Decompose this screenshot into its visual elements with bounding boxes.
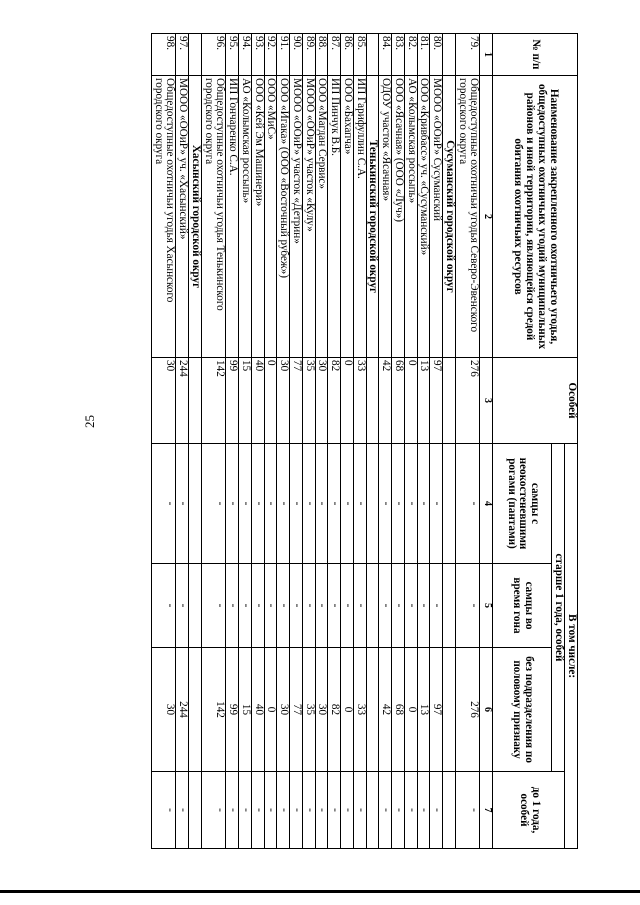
young-cell: - — [405, 772, 418, 849]
young-cell: - — [341, 772, 354, 849]
column-number: 5 — [480, 564, 493, 648]
no-sex-cell: 82 — [328, 648, 341, 772]
young-cell: - — [315, 772, 328, 849]
males-velvet-cell: - — [354, 444, 367, 564]
males-rut-cell: - — [152, 564, 177, 648]
section-empty-cell — [443, 34, 456, 76]
table-row — [239, 34, 252, 849]
total-cell: 244 — [176, 358, 189, 444]
total-cell: 40 — [252, 358, 265, 444]
young-cell: - — [202, 772, 227, 849]
table-row — [176, 34, 189, 849]
hunting-resources-table — [151, 33, 578, 849]
no-sex-cell: 30 — [277, 648, 290, 772]
header-no: № п/п — [493, 34, 578, 76]
males-rut-cell: - — [341, 564, 354, 648]
males-rut-cell: - — [239, 564, 252, 648]
row-number-cell: 98. — [152, 34, 177, 76]
organization-name-cell: ООО «Бахапча» — [341, 76, 354, 358]
no-sex-cell: 97 — [430, 648, 443, 772]
organization-name-cell: Общедоступные охотничьи угодья Хасынского городского округа — [152, 76, 177, 358]
table-row — [202, 34, 227, 849]
young-cell: - — [176, 772, 189, 849]
no-sex-cell: 42 — [379, 648, 392, 772]
males-rut-cell: - — [202, 564, 227, 648]
males-velvet-cell: - — [315, 444, 328, 564]
males-rut-cell: - — [328, 564, 341, 648]
young-cell: - — [417, 772, 430, 849]
row-number-cell: 96. — [202, 34, 227, 76]
males-rut-cell: - — [379, 564, 392, 648]
table-row — [303, 34, 316, 849]
organization-name-cell: АО «Колымская россыпь» — [405, 76, 418, 358]
no-sex-cell: 30 — [152, 648, 177, 772]
column-number: 3 — [480, 358, 493, 444]
males-rut-cell: - — [290, 564, 303, 648]
no-sex-cell: 40 — [252, 648, 265, 772]
young-cell: - — [226, 772, 239, 849]
young-cell: - — [392, 772, 405, 849]
header-name: Наименование закрепленного охотничьего угодья, общедоступных охотничьих угодий муниципальных районов и иной территории, являющейся средой обитания охотничьих ресурсов — [493, 76, 578, 358]
young-cell: - — [290, 772, 303, 849]
no-sex-cell: 35 — [303, 648, 316, 772]
males-velvet-cell: - — [264, 444, 277, 564]
no-sex-cell: 142 — [202, 648, 227, 772]
total-cell: 30 — [315, 358, 328, 444]
organization-name-cell: МООО «ООиР» Сусуманский — [430, 76, 443, 358]
males-velvet-cell: - — [252, 444, 265, 564]
organization-name-cell: ООО «Игака» (ООО «Восточный рубеж») — [277, 76, 290, 358]
males-velvet-cell: - — [417, 444, 430, 564]
section-empty-cell — [366, 358, 379, 444]
no-sex-cell: 77 — [290, 648, 303, 772]
total-cell: 68 — [392, 358, 405, 444]
no-sex-cell: 99 — [226, 648, 239, 772]
section-empty-cell — [189, 358, 202, 444]
organization-name-cell: ООО «Кривбасс» уч. «Сусуманский» — [417, 76, 430, 358]
organization-name-cell: МООО «ООиР» участок «Детрин» — [290, 76, 303, 358]
table-row — [392, 34, 405, 849]
males-velvet-cell: - — [202, 444, 227, 564]
row-number-cell: 93. — [252, 34, 265, 76]
table-row — [379, 34, 392, 849]
males-velvet-cell: - — [277, 444, 290, 564]
section-empty-cell — [189, 564, 202, 648]
table-row — [264, 34, 277, 849]
organization-name-cell: ИП Пинчук В.Б. — [328, 76, 341, 358]
total-cell: 142 — [202, 358, 227, 444]
males-velvet-cell: - — [405, 444, 418, 564]
table-row — [290, 34, 303, 849]
males-rut-cell: - — [417, 564, 430, 648]
section-empty-cell — [443, 564, 456, 648]
table-row — [456, 34, 481, 849]
organization-name-cell: ИП Гончаренко С.А. — [226, 76, 239, 358]
column-number: 6 — [480, 648, 493, 772]
no-sex-cell: 0 — [405, 648, 418, 772]
row-number-cell: 85. — [354, 34, 367, 76]
row-number-cell: 86. — [341, 34, 354, 76]
row-number-cell: 79. — [456, 34, 481, 76]
males-velvet-cell: - — [239, 444, 252, 564]
row-number-cell: 81. — [417, 34, 430, 76]
header-older: старше 1 года, особей — [552, 444, 565, 772]
males-velvet-cell: - — [379, 444, 392, 564]
section-empty-cell — [189, 648, 202, 772]
row-number-cell: 91. — [277, 34, 290, 76]
no-sex-cell: 0 — [264, 648, 277, 772]
row-number-cell: 97. — [176, 34, 189, 76]
young-cell: - — [328, 772, 341, 849]
column-number: 2 — [480, 76, 493, 358]
organization-name-cell: ОДОУ участок «Ясачная» — [379, 76, 392, 358]
organization-name-cell: ООО «Магдан Сервис» — [315, 76, 328, 358]
young-cell: - — [303, 772, 316, 849]
males-velvet-cell: - — [152, 444, 177, 564]
males-velvet-cell: - — [456, 444, 481, 564]
row-number-cell: 83. — [392, 34, 405, 76]
males-rut-cell: - — [392, 564, 405, 648]
males-rut-cell: - — [252, 564, 265, 648]
young-cell: - — [252, 772, 265, 849]
young-cell: - — [277, 772, 290, 849]
table-row — [152, 34, 177, 849]
total-cell: 99 — [226, 358, 239, 444]
header-females-rut: самцы во время гона — [493, 564, 552, 648]
section-empty-cell — [443, 772, 456, 849]
rotated-table-container — [152, 33, 578, 848]
young-cell: - — [354, 772, 367, 849]
organization-name-cell: МООО «ООиР» участок «Кулу» — [303, 76, 316, 358]
males-rut-cell: - — [456, 564, 481, 648]
total-cell: 77 — [290, 358, 303, 444]
header-young: до 1 года, особей — [493, 772, 565, 849]
section-empty-cell — [366, 34, 379, 76]
column-number: 4 — [480, 444, 493, 564]
organization-name-cell: АО «Колымская россыпь» — [239, 76, 252, 358]
males-rut-cell: - — [354, 564, 367, 648]
total-cell: 82 — [328, 358, 341, 444]
organization-name-cell: ИП Гарифуллин С.А. — [354, 76, 367, 358]
column-number-row — [480, 34, 493, 849]
table-row — [226, 34, 239, 849]
males-velvet-cell: - — [303, 444, 316, 564]
organization-name-cell: ООО «МиС» — [264, 76, 277, 358]
males-velvet-cell: - — [328, 444, 341, 564]
no-sex-cell: 13 — [417, 648, 430, 772]
header-males: самцы с неокостеневшими рогами (пантами) — [493, 444, 552, 564]
section-row — [366, 34, 379, 849]
page-bottom-rule — [0, 890, 640, 893]
section-empty-cell — [366, 564, 379, 648]
organization-name-cell: ООО «Ясачная» (ООО «Луч») — [392, 76, 405, 358]
section-title: Тенькинский городской округ — [366, 76, 379, 358]
males-velvet-cell: - — [290, 444, 303, 564]
section-empty-cell — [443, 358, 456, 444]
header-no-sex: без подразделения по половому признаку — [493, 648, 552, 772]
total-cell: 35 — [303, 358, 316, 444]
males-velvet-cell: - — [430, 444, 443, 564]
table-row — [315, 34, 328, 849]
total-cell: 0 — [341, 358, 354, 444]
section-empty-cell — [366, 772, 379, 849]
males-velvet-cell: - — [226, 444, 239, 564]
total-cell: 97 — [430, 358, 443, 444]
no-sex-cell: 68 — [392, 648, 405, 772]
header-total: Особей — [493, 358, 578, 444]
row-number-cell: 92. — [264, 34, 277, 76]
males-velvet-cell: - — [392, 444, 405, 564]
total-cell: 33 — [354, 358, 367, 444]
males-rut-cell: - — [226, 564, 239, 648]
row-number-cell: 90. — [290, 34, 303, 76]
young-cell: - — [264, 772, 277, 849]
males-rut-cell: - — [405, 564, 418, 648]
young-cell: - — [456, 772, 481, 849]
no-sex-cell: 0 — [341, 648, 354, 772]
section-title: Сусуманский городской округ — [443, 76, 456, 358]
males-velvet-cell: - — [341, 444, 354, 564]
section-empty-cell — [443, 444, 456, 564]
table-row — [405, 34, 418, 849]
header-including: В том числе: — [565, 444, 578, 849]
column-number: 7 — [480, 772, 493, 849]
section-empty-cell — [189, 34, 202, 76]
organization-name-cell: Общедоступные охотничьи угодья Северо-Эвенского городского округа — [456, 76, 481, 358]
no-sex-cell: 276 — [456, 648, 481, 772]
table-row — [252, 34, 265, 849]
table-row — [341, 34, 354, 849]
row-number-cell: 94. — [239, 34, 252, 76]
section-empty-cell — [189, 444, 202, 564]
total-cell: 276 — [456, 358, 481, 444]
males-rut-cell: - — [277, 564, 290, 648]
table-row — [354, 34, 367, 849]
males-velvet-cell: - — [176, 444, 189, 564]
section-row — [443, 34, 456, 849]
total-cell: 0 — [405, 358, 418, 444]
total-cell: 30 — [277, 358, 290, 444]
section-empty-cell — [189, 772, 202, 849]
table-row — [328, 34, 341, 849]
organization-name-cell: МООО «ООиР» уч. «Хасынский» — [176, 76, 189, 358]
males-rut-cell: - — [264, 564, 277, 648]
page-number: 25 — [82, 415, 97, 428]
no-sex-cell: 244 — [176, 648, 189, 772]
row-number-cell: 88. — [315, 34, 328, 76]
males-rut-cell: - — [430, 564, 443, 648]
column-number: 1 — [480, 34, 493, 76]
organization-name-cell: ООО «Кей Эм Машинери» — [252, 76, 265, 358]
table-body — [152, 34, 481, 849]
row-number-cell: 80. — [430, 34, 443, 76]
no-sex-cell: 33 — [354, 648, 367, 772]
total-cell: 0 — [264, 358, 277, 444]
males-rut-cell: - — [315, 564, 328, 648]
young-cell: - — [239, 772, 252, 849]
section-empty-cell — [366, 648, 379, 772]
section-empty-cell — [443, 648, 456, 772]
row-number-cell: 95. — [226, 34, 239, 76]
section-title: Хасынский городской округ — [189, 76, 202, 358]
total-cell: 42 — [379, 358, 392, 444]
organization-name-cell: Общедоступные охотничьи угодья Тенькинского городского округа — [202, 76, 227, 358]
table-row — [277, 34, 290, 849]
total-cell: 15 — [239, 358, 252, 444]
row-number-cell: 89. — [303, 34, 316, 76]
young-cell: - — [430, 772, 443, 849]
table-row — [430, 34, 443, 849]
row-number-cell: 82. — [405, 34, 418, 76]
row-number-cell: 87. — [328, 34, 341, 76]
males-rut-cell: - — [176, 564, 189, 648]
section-empty-cell — [366, 444, 379, 564]
no-sex-cell: 30 — [315, 648, 328, 772]
total-cell: 30 — [152, 358, 177, 444]
young-cell: - — [379, 772, 392, 849]
total-cell: 13 — [417, 358, 430, 444]
table-row — [417, 34, 430, 849]
row-number-cell: 84. — [379, 34, 392, 76]
males-rut-cell: - — [303, 564, 316, 648]
young-cell: - — [152, 772, 177, 849]
section-row — [189, 34, 202, 849]
no-sex-cell: 15 — [239, 648, 252, 772]
